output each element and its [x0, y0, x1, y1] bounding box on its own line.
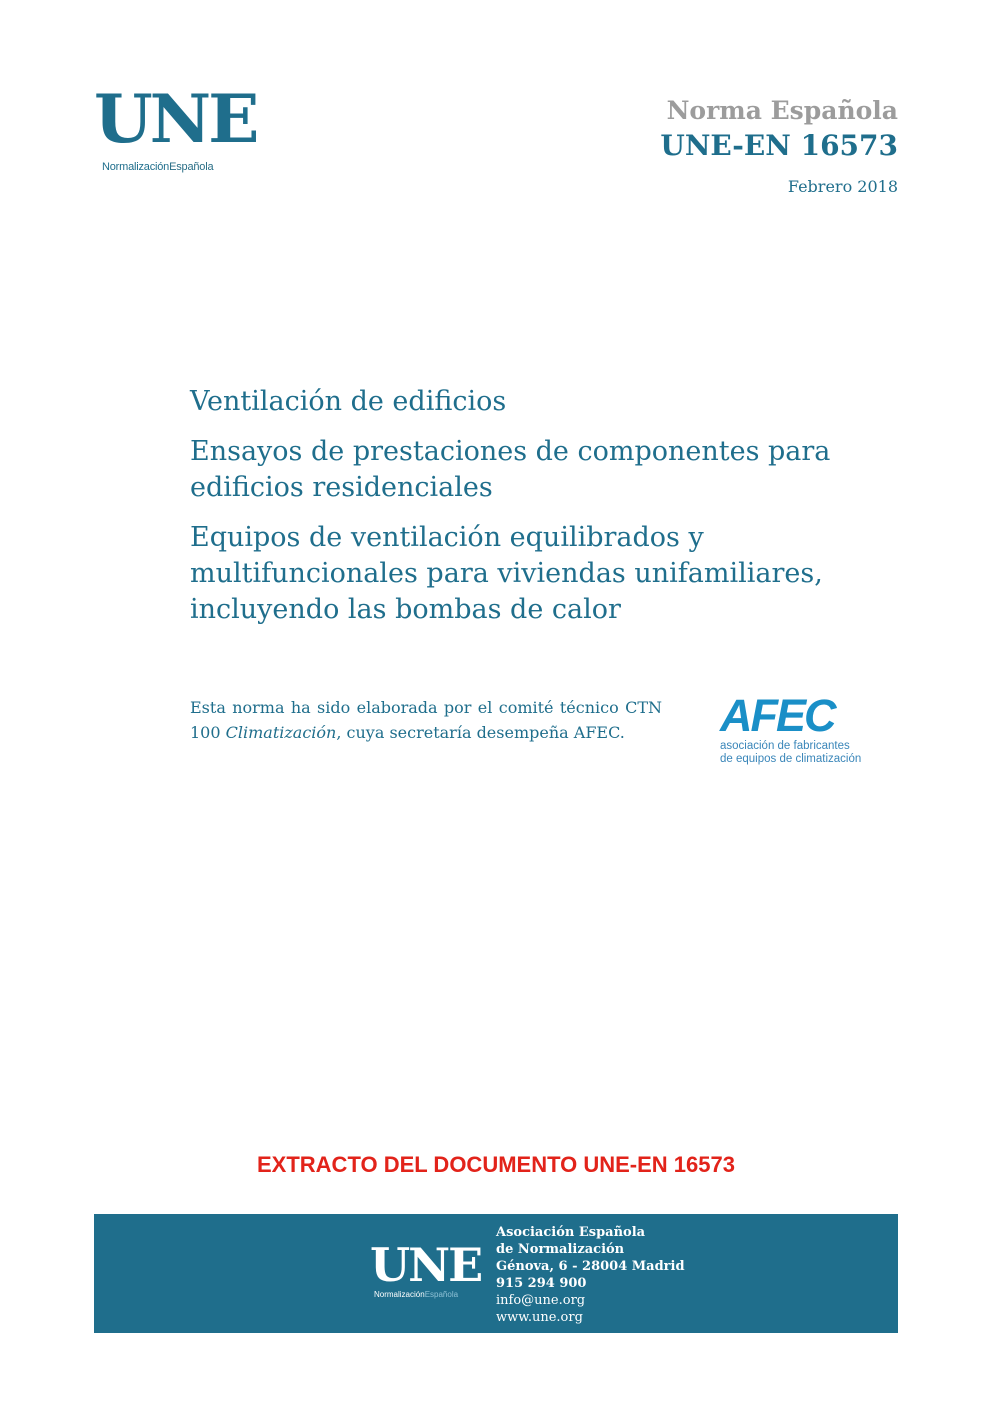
- footer-logo-letters: UNE: [370, 1238, 482, 1292]
- title-main: Ventilación de edificios: [190, 386, 507, 417]
- publication-date: Febrero 2018: [787, 177, 898, 196]
- document-header: [660, 96, 898, 196]
- org-name-line2: de Normalización: [496, 1242, 625, 1257]
- une-logo-sub-a: Normalización: [102, 161, 170, 173]
- afec-logo-name: AFEC: [720, 690, 835, 741]
- document-titles: [190, 384, 910, 642]
- extract-notice: EXTRACTO DEL DOCUMENTO UNE-EN 16573: [257, 1152, 735, 1177]
- afec-desc-line1: asociación de fabricantes: [720, 740, 850, 752]
- title-secondary: Ensayos de prestaciones de componentes para edificios residenciales: [190, 436, 831, 503]
- footer-logo-sub-a: Normalización: [374, 1290, 425, 1299]
- afec-desc-line2: de equipos de climatización: [720, 753, 862, 765]
- committee-text-after: , cuya secretaría desempeña AFEC.: [336, 723, 625, 742]
- org-web-link[interactable]: www.une.org: [496, 1310, 583, 1325]
- une-logo-letters: UNE: [94, 80, 257, 158]
- norma-label: Norma Española: [666, 96, 898, 125]
- afec-logo: [720, 690, 900, 768]
- footer-une-logo: [370, 1238, 482, 1302]
- org-address: Génova, 6 - 28004 Madrid: [496, 1259, 685, 1274]
- title-tertiary: Equipos de ventilación equilibrados y multifuncionales para viviendas unifamiliares, incluyendo las bombas de calor: [190, 522, 823, 625]
- footer-contact: [496, 1224, 685, 1326]
- org-email-link[interactable]: info@une.org: [496, 1293, 586, 1308]
- footer-band: [94, 1214, 898, 1333]
- une-logo-sub-b: Española: [169, 161, 214, 173]
- afec-logo-description: [720, 740, 900, 766]
- committee-name: Climatización: [225, 723, 337, 742]
- footer-logo-sub-b: Española: [424, 1290, 459, 1299]
- committee-text-before: Esta norma ha sido elaborada por el comité técnico CTN 100: [190, 698, 662, 742]
- standard-code: UNE-EN 16573: [660, 129, 898, 162]
- org-name-line1: Asociación Española: [496, 1225, 646, 1240]
- committee-statement: [190, 695, 662, 745]
- une-logo-subtitle: [102, 161, 213, 173]
- une-logo: [94, 80, 257, 182]
- org-phone: 915 294 900: [496, 1276, 587, 1291]
